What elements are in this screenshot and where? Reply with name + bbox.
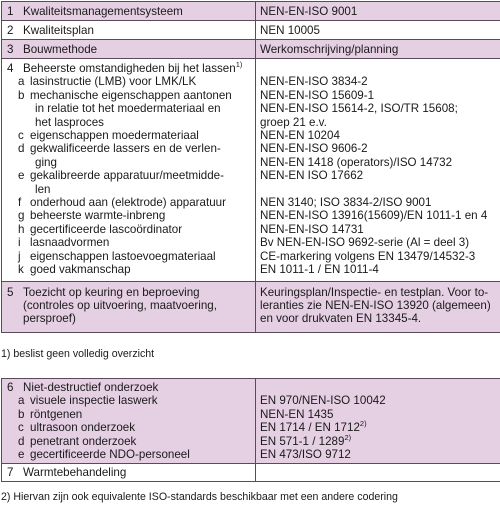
table-row bbox=[2, 21, 500, 40]
item-value: NEN-EN 1435 bbox=[260, 407, 334, 421]
item-value: NEN-EN-ISO 14731 bbox=[260, 222, 364, 236]
item-label: gekwalificeerde lassers en de verlen- bbox=[30, 142, 221, 156]
item-label: lasinstructie (LMB) voor LMK/LK bbox=[30, 75, 197, 89]
row-label: Bouwmethode bbox=[23, 43, 98, 56]
item-letter: c bbox=[18, 129, 24, 143]
item-label: gekalibreerde apparatuur/meetmidde- bbox=[30, 169, 224, 183]
item-letter: d bbox=[18, 434, 25, 448]
footnote-1: 1) beslist geen volledig overzicht bbox=[1, 348, 155, 360]
section-number: 5 bbox=[7, 285, 14, 299]
section-value: leranties zie NEN-EN-ISO 13920 (algemeen) bbox=[260, 298, 491, 312]
section-6-row bbox=[2, 379, 500, 464]
item-letter: c bbox=[18, 421, 24, 435]
requirements-table bbox=[1, 1, 500, 333]
item-label: goed vakmanschap bbox=[30, 263, 131, 277]
section-number: 6 bbox=[7, 381, 14, 394]
section-heading-cont: persproef) bbox=[23, 312, 76, 326]
section-heading: Warmtebehandeling bbox=[23, 466, 127, 480]
row-value: NEN-EN-ISO 9001 bbox=[256, 2, 500, 21]
item-letter: j bbox=[18, 249, 21, 263]
section-4-row bbox=[2, 59, 500, 282]
item-letter: a bbox=[18, 75, 25, 89]
item-label: beheerste warmte-inbreng bbox=[30, 209, 166, 223]
item-value: NEN-EN 10204 bbox=[260, 129, 340, 143]
section-number: 7 bbox=[7, 466, 14, 480]
item-label: gecertificeerde NDO-personeel bbox=[30, 448, 190, 462]
row-number: 3 bbox=[7, 43, 14, 56]
item-label: ultrasoon onderzoek bbox=[30, 421, 136, 435]
item-value: NEN-EN-ISO 3834-2 bbox=[260, 75, 368, 89]
item-letter: h bbox=[18, 222, 25, 236]
item-value: NEN 3140; ISO 3834-2/ISO 9001 bbox=[260, 196, 432, 210]
item-label: lasnaadvormen bbox=[30, 236, 110, 250]
item-letter: g bbox=[18, 209, 25, 223]
item-letter: b bbox=[18, 407, 25, 421]
item-value: groep 21 e.v. bbox=[260, 115, 327, 129]
item-label: röntgenen bbox=[30, 407, 83, 421]
table-row bbox=[2, 40, 500, 59]
item-value: NEN-EN-ISO 15614-2, ISO/TR 15608; bbox=[260, 102, 458, 116]
item-value: Bv NEN-EN-ISO 9692-serie (Al = deel 3) bbox=[260, 236, 470, 250]
footnote-marker: 2) bbox=[344, 432, 352, 442]
row-label: Kwaliteitsmanagementsysteem bbox=[23, 5, 183, 18]
section-heading: Toezicht op keuring en beproeving bbox=[23, 285, 200, 299]
item-label: eigenschappen moedermateriaal bbox=[30, 129, 199, 143]
section-heading: Niet-destructief onderzoek bbox=[23, 381, 159, 394]
item-value: NEN-EN 1418 (operators)/ISO 14732 bbox=[260, 155, 453, 169]
item-label: penetrant onderzoek bbox=[30, 434, 137, 448]
footnote-marker: 1) bbox=[235, 60, 243, 69]
ndt-table bbox=[1, 378, 500, 482]
row-value: Werkomschrijving/planning bbox=[256, 40, 500, 59]
item-letter: b bbox=[18, 88, 25, 102]
item-letter: i bbox=[18, 236, 21, 250]
section-7-row bbox=[2, 464, 500, 482]
item-letter: e bbox=[18, 448, 25, 462]
section-value: Keuringsplan/Inspectie- en testplan. Voor to- bbox=[260, 285, 489, 299]
item-letter: f bbox=[18, 196, 22, 210]
item-value: EN 571-1 / 1289 bbox=[260, 434, 345, 448]
item-value: NEN-EN-ISO 13916(15609)/EN 1011-1 en 4 bbox=[260, 209, 488, 223]
item-label: mechanische eigenschappen aantonen bbox=[30, 88, 232, 102]
item-value: EN 1011-1 / EN 1011-4 bbox=[260, 263, 379, 277]
section-value: en voor drukvaten EN 13345-4. bbox=[260, 312, 422, 326]
item-value: EN 473/ISO 9712 bbox=[260, 448, 351, 462]
item-value: NEN-EN-ISO 9606-2 bbox=[260, 142, 368, 156]
item-value: CE-markering volgens EN 13479/14532-3 bbox=[260, 249, 476, 263]
footnote-marker: 2) bbox=[359, 419, 367, 429]
item-value: NEN-EN ISO 17662 bbox=[260, 169, 364, 183]
section-5-row bbox=[2, 281, 500, 332]
item-letter: k bbox=[18, 263, 24, 277]
footnote-2: 2) Hiervan zijn ook equivalente ISO-standards beschikbaar met een andere codering bbox=[1, 491, 398, 503]
item-label: gecertificeerde lascoördinator bbox=[30, 222, 183, 236]
row-label: Kwaliteitsplan bbox=[23, 24, 94, 37]
row-number: 1 bbox=[7, 5, 14, 18]
item-value: NEN-EN-ISO 15609-1 bbox=[260, 88, 375, 102]
section-value bbox=[256, 464, 500, 482]
item-label: visuele inspectie laswerk bbox=[30, 394, 158, 408]
table-row bbox=[2, 2, 500, 21]
item-letter: a bbox=[18, 394, 25, 408]
item-label-cont: len bbox=[35, 182, 51, 196]
item-label-cont: het lasproces bbox=[35, 115, 104, 129]
section-heading: Beheerste omstandigheden bij het lassen$^{1)}$ bbox=[23, 60, 243, 75]
item-label-cont: ging bbox=[35, 155, 57, 169]
item-label: eigenschappen lastoevoegmateriaal bbox=[30, 249, 216, 263]
item-letter: e bbox=[18, 169, 25, 183]
section-heading-cont: (controles op uitvoering, maatvoering, bbox=[23, 298, 217, 312]
section-number: 4 bbox=[7, 62, 14, 75]
item-value: EN 970/NEN-ISO 10042 bbox=[260, 394, 386, 408]
item-label-cont: in relatie tot het moedermateriaal en bbox=[35, 102, 221, 116]
item-value: EN 1714 / EN 1712 bbox=[260, 421, 360, 435]
item-label: onderhoud aan (elektrode) apparatuur bbox=[30, 196, 226, 210]
item-letter: d bbox=[18, 142, 25, 156]
row-value: NEN 10005 bbox=[256, 21, 500, 40]
row-number: 2 bbox=[7, 24, 14, 37]
